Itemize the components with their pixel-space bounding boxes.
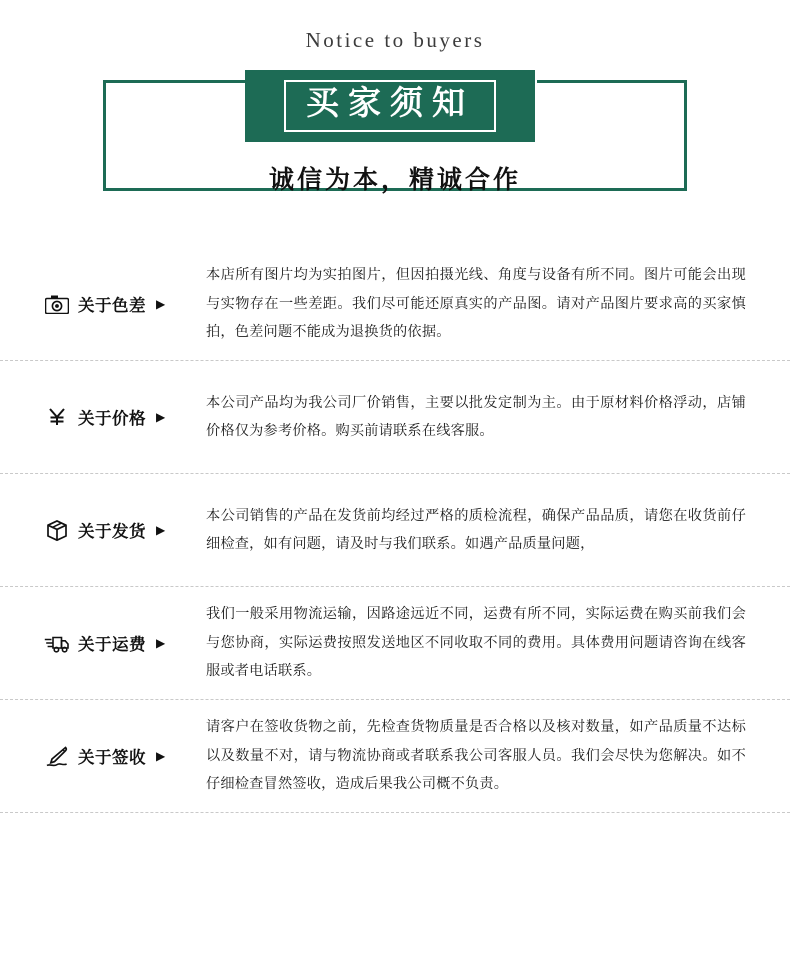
- row-text: 本店所有图片均为实拍图片，但因拍摄光线、角度与设备有所不同。图片可能会出现与实物存在一些差距。我们尽可能还原真实的产品图。请对产品图片要求高的买家慎拍，色差问题不能成为退换货的依据。: [206, 267, 746, 341]
- camera-icon: [44, 291, 70, 317]
- truck-icon: [44, 630, 70, 656]
- subtitle-wrap: [0, 160, 790, 196]
- row-label: 关于色差: [78, 296, 146, 315]
- notice-header: [0, 0, 790, 228]
- row-label: 关于发货: [78, 522, 146, 541]
- notice-row-shipping: [0, 474, 790, 587]
- chevron-right-icon: ▶: [156, 636, 166, 650]
- yen-icon: [44, 404, 70, 430]
- subtitle: [263, 160, 527, 196]
- notice-sections: [0, 228, 790, 843]
- row-label: 关于价格: [78, 409, 146, 428]
- row-label-group: [44, 517, 202, 543]
- row-label-group: [44, 291, 202, 317]
- notice-row-receipt: [0, 700, 790, 813]
- notice-row-color: [0, 248, 790, 361]
- row-text: 请客户在签收货物之前，先检查货物质量是否合格以及核对数量，如产品质量不达标以及数量不对，请与物流协商或者联系我公司客服人员。我们会尽快为您解决。如不仔细检查冒然签收，造成后果我公司概不负责。: [206, 719, 746, 793]
- badge-title-box: [245, 70, 535, 142]
- row-label-group: [44, 404, 202, 430]
- notice-row-price: [0, 361, 790, 474]
- package-icon: [44, 517, 70, 543]
- bottom-spacer: [0, 813, 790, 843]
- badge-title-text: 买家须知: [284, 80, 496, 133]
- row-label: 关于运费: [78, 635, 146, 654]
- row-label-group: [44, 630, 202, 656]
- chevron-right-icon: ▶: [156, 297, 166, 311]
- chevron-right-icon: ▶: [156, 523, 166, 537]
- subtitle-text: 诚信为本，精诚合作: [268, 167, 521, 194]
- row-text: 本公司销售的产品在发货前均经过严格的质检流程，确保产品品质，请您在收货前仔细检查，如有问题，请及时与我们联系。如遇产品质量问题，: [206, 507, 746, 552]
- row-label-group: [44, 743, 202, 769]
- row-text: 我们一般采用物流运输，因路途远近不同，运费有所不同，实际运费在购买前我们会与您协商，实际运费按照发送地区不同收取不同的费用。具体费用问题请咨询在线客服或者电话联系。: [206, 606, 746, 680]
- row-label: 关于签收: [78, 748, 146, 767]
- notice-row-freight: [0, 587, 790, 700]
- chevron-right-icon: ▶: [156, 749, 166, 763]
- row-body: [202, 502, 746, 559]
- row-body: [202, 261, 746, 346]
- row-body: [202, 600, 746, 685]
- row-body: [202, 713, 746, 798]
- page-title-english: Notice to buyers: [305, 28, 485, 52]
- pen-sign-icon: [44, 743, 70, 769]
- chevron-right-icon: ▶: [156, 410, 166, 424]
- row-text: 本公司产品均为我公司厂价销售，主要以批发定制为主。由于原材料价格浮动，店铺价格仅为参考价格。购买前请联系在线客服。: [206, 394, 746, 439]
- row-body: [202, 389, 746, 446]
